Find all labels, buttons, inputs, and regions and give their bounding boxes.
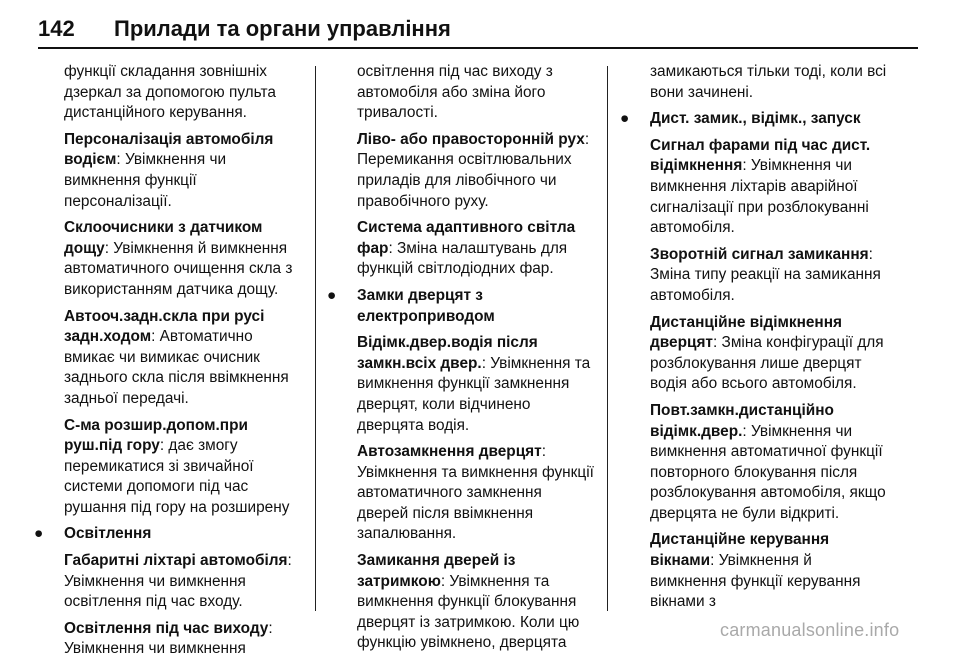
page-header — [0, 0, 960, 46]
setting-entry — [64, 307, 304, 410]
setting-paragraph — [650, 245, 890, 307]
setting-description: Увімкнення чи вимкнення освітлення під час входу. — [64, 572, 246, 611]
setting-description: Зміна типу реакції на замикання автомобіля. — [650, 266, 881, 304]
setting-separator: : — [742, 422, 751, 440]
setting-entry — [357, 130, 597, 212]
setting-separator: : — [868, 245, 873, 263]
setting-description: Увімкнення й вимкнення автоматичного очищення скла з використанням датчика дощу. — [64, 239, 293, 298]
setting-separator: : — [541, 443, 546, 461]
text-column-1 — [34, 62, 304, 666]
setting-description: Увімкнення та вимкнення функції автоматичного замкнення дверей після ввімкнення запалювання. — [357, 463, 594, 543]
setting-paragraph — [64, 551, 304, 613]
setting-paragraph — [650, 313, 890, 395]
watermark: carmanualsonline.info — [720, 620, 900, 640]
setting-paragraph — [357, 218, 597, 280]
setting-description: Автоматично вмикає чи вимикає очисник заднього скла після ввімкнення задньої передачі. — [64, 328, 289, 407]
setting-description: Увімкнення та вимкнення функції замкнення дверцят, коли відчинено дверцята водія. — [357, 354, 591, 434]
setting-name: Дистанційне керування вікнами — [650, 531, 830, 570]
setting-name: Система адаптивного світла фар — [357, 219, 576, 257]
section-heading: Дист. замик., відімк., запуск — [650, 110, 861, 128]
setting-description: Перемикання освітлювальних приладів для лівобічного чи правобічного руху. — [357, 151, 572, 210]
setting-description: Зміна налаштувань для функцій світлодіодних фар. — [357, 239, 568, 278]
setting-name: Дистанційне відімкнення дверцят — [650, 313, 843, 352]
setting-paragraph — [357, 130, 597, 212]
column-divider — [315, 66, 316, 611]
setting-paragraph — [357, 333, 597, 436]
setting-entry — [650, 136, 890, 239]
setting-entry — [64, 416, 304, 519]
text-column-2 — [327, 62, 597, 660]
setting-entry — [357, 442, 597, 545]
bullet-dot-icon: ● — [34, 525, 44, 543]
setting-entry — [357, 333, 597, 436]
setting-paragraph — [357, 551, 597, 654]
setting-name: Відімк.двер.водія після замкн.всіх двер. — [357, 334, 538, 372]
setting-entry — [650, 530, 890, 612]
setting-name: С-ма розшир.допом.при руш.під гору — [64, 416, 248, 455]
bullet-section — [34, 524, 304, 545]
bullet-section — [327, 286, 597, 327]
setting-name: Освітлення під час виходу — [64, 619, 269, 637]
setting-description: Увімкнення чи вимкнення — [64, 640, 246, 658]
setting-description: Увімкнення чи вимкнення автоматичної функції повторного блокування після розблокування автомобіля, якщо дверцята не були відкриті. — [650, 422, 886, 522]
setting-entry — [357, 218, 597, 280]
setting-name: Сигнал фарами під час дист. відімкнення — [650, 136, 871, 175]
header-rule — [38, 47, 918, 49]
setting-description: Увімкнення та вимкнення функції блокування дверцят із затримкою. Коли цю функцію увімкнено, дверцята — [357, 572, 580, 652]
setting-description: Увімкнення чи вимкнення функції персоналізації. — [64, 151, 227, 210]
setting-separator: : — [388, 239, 397, 257]
setting-name: Повт.замкн.дистанційно відімк.двер. — [650, 401, 834, 440]
section-heading: Замки дверцят з електроприводом — [357, 286, 495, 325]
setting-separator: : — [712, 334, 722, 352]
setting-separator: : — [287, 552, 292, 570]
setting-entry — [357, 551, 597, 654]
setting-paragraph — [64, 307, 304, 410]
setting-separator: : — [151, 328, 160, 346]
body-paragraph: освітлення під час виходу з автомобіля або зміна його тривалості. — [357, 63, 553, 122]
setting-paragraph — [357, 442, 597, 545]
setting-separator: : — [116, 151, 125, 169]
setting-paragraph — [650, 401, 890, 525]
setting-paragraph — [64, 130, 304, 212]
setting-entry — [64, 619, 304, 660]
text-column-3 — [620, 62, 890, 619]
setting-paragraph — [64, 416, 304, 519]
setting-description: Увімкнення й вимкнення функції керування вікнами з — [650, 552, 861, 611]
setting-name: Ліво- або правосторонній рух — [357, 130, 585, 148]
setting-name: Склоочисники з датчиком дощу — [64, 219, 263, 257]
bullet-dot-icon: ● — [327, 286, 337, 304]
setting-paragraph — [650, 136, 890, 239]
section-heading: Освітлення — [64, 525, 152, 543]
body-text — [64, 62, 304, 124]
setting-separator: : — [104, 239, 114, 257]
setting-paragraph — [64, 619, 304, 660]
setting-description: Увімкнення чи вимкнення ліхтарів аварійної сигналізації при розблокуванні автомобіля. — [650, 157, 869, 237]
setting-separator: : — [268, 619, 273, 637]
setting-paragraph — [64, 218, 304, 300]
body-paragraph: замикаються тільки тоді, коли всі вони зачинені. — [650, 63, 887, 101]
setting-separator: : — [584, 130, 590, 148]
setting-name: Габаритні ліхтарі автомобіля — [64, 552, 288, 570]
setting-description: Зміна конфігурації для розблокування лише дверцят водія або всього автомобіля. — [650, 334, 884, 393]
setting-name: Персоналізація автомобіля водієм — [64, 130, 274, 169]
setting-separator: : — [481, 354, 491, 372]
setting-separator: : — [742, 157, 751, 175]
bullet-section — [620, 109, 890, 130]
setting-paragraph — [650, 530, 890, 612]
setting-entry — [64, 218, 304, 300]
column-divider — [607, 66, 608, 611]
setting-name: Автозамкнення дверцят — [357, 443, 542, 461]
body-text — [650, 62, 890, 103]
setting-entry — [64, 551, 304, 613]
setting-separator: : — [159, 437, 169, 455]
setting-name: Замикання дверей із затримкою — [357, 552, 516, 590]
setting-entry — [650, 313, 890, 395]
body-text — [357, 62, 597, 124]
setting-name: Зворотній сигнал замикання — [650, 245, 869, 263]
bullet-dot-icon: ● — [620, 110, 630, 128]
page-number: 142 — [38, 16, 75, 41]
setting-entry — [64, 130, 304, 212]
setting-separator: : — [440, 572, 450, 590]
setting-entry — [650, 401, 890, 525]
body-paragraph: функції складання зовнішніх дзеркал за допомогою пульта дистанційного керування. — [64, 63, 276, 122]
page-title: Прилади та органи управління — [114, 16, 451, 41]
setting-separator: : — [710, 552, 719, 570]
setting-name: Автооч.задн.скла при русі задн.ходом — [64, 307, 265, 346]
setting-entry — [650, 245, 890, 307]
setting-description: дає змогу перемикатися зі звичайної системи допомоги під час рушання під гору на розширену — [64, 437, 290, 516]
